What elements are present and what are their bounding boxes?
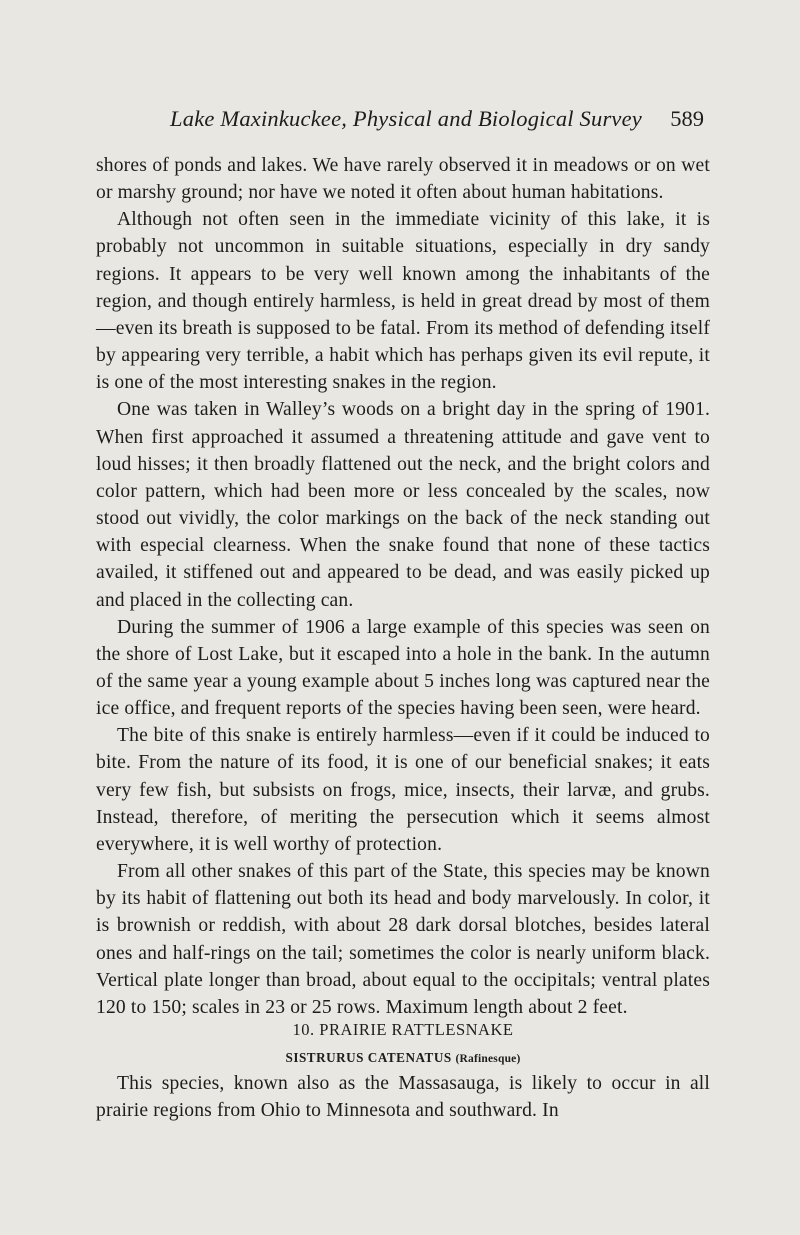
paragraph: The bite of this snake is entirely harmless—even if it could be induced to bite. From the nature of its food, it is one of our beneficial snakes; it eats very few fish, but subsists on frogs, mice, insects, their larvæ, and grubs. Instead, therefore, of meriting the persecution which it seems almost everywhere, it is well worthy of protection. xyxy=(96,725,710,855)
paragraph: From all other snakes of this part of the State, this species may be known by its habit of flattening out both its head and body marvelously. In color, it is brownish or reddish, with about 28 dark dorsal blotches, besides lateral ones and half-rings on the tail; sometimes the color is nearly uniform black. Vertical plate longer than broad, about equal to the occipitals; ventral plates 120 to 150; scales in 23 or 25 rows. Maximum length about 2 feet. xyxy=(96,861,710,1018)
body-text xyxy=(96,152,710,1021)
running-header-title: Lake Maxinkuckee, Physical and Biological Survey xyxy=(170,106,642,131)
species-authority: (Rafinesque) xyxy=(455,1053,521,1065)
scientific-name-line xyxy=(96,1050,710,1066)
section-heading: 10. PRAIRIE RATTLESNAKE xyxy=(292,1020,514,1039)
scientific-name: SISTRURUS CATENATUS xyxy=(285,1050,452,1065)
paragraph: One was taken in Walley’s woods on a bright day in the spring of 1901. When first approached it assumed a threatening attitude and gave vent to loud hisses; it then broadly flattened out the neck, and the bright colors and color pattern, which had been more or less concealed by the scales, now stood out vividly, the color markings on the back of the neck standing out with especial clearness. When the snake found that none of these tactics availed, it stiffened out and appeared to be dead, and was easily picked up and placed in the collecting can. xyxy=(96,399,710,611)
paragraph: During the summer of 1906 a large example of this species was seen on the shore of Lost Lake, but it escaped into a hole in the bank. In the autumn of the same year a young example about 5 inches long was captured near the ice office, and frequent reports of the species having been seen, were heard. xyxy=(96,616,710,720)
paragraph: shores of ponds and lakes. We have rarely observed it in meadows or on wet or marshy ground; nor have we noted it often about human habitations. xyxy=(96,155,710,204)
page-number: 589 xyxy=(670,106,704,131)
running-header xyxy=(96,106,704,136)
paragraph: This species, known also as the Massasauga, is likely to occur in all prairie regions from Ohio to Minnesota and southward. In xyxy=(96,1073,710,1122)
section-body-text xyxy=(96,1070,710,1124)
paragraph: Although not often seen in the immediate vicinity of this lake, it is probably not uncommon in suitable situations, especially in dry sandy regions. It appears to be very well known among the inhabitants of the region, and though entirely harmless, is held in great dread by most of them—even its breath is supposed to be fatal. From its method of defending itself by appearing very terrible, a habit which has perhaps given its evil repute, it is one of the most interesting snakes in the region. xyxy=(96,209,710,394)
